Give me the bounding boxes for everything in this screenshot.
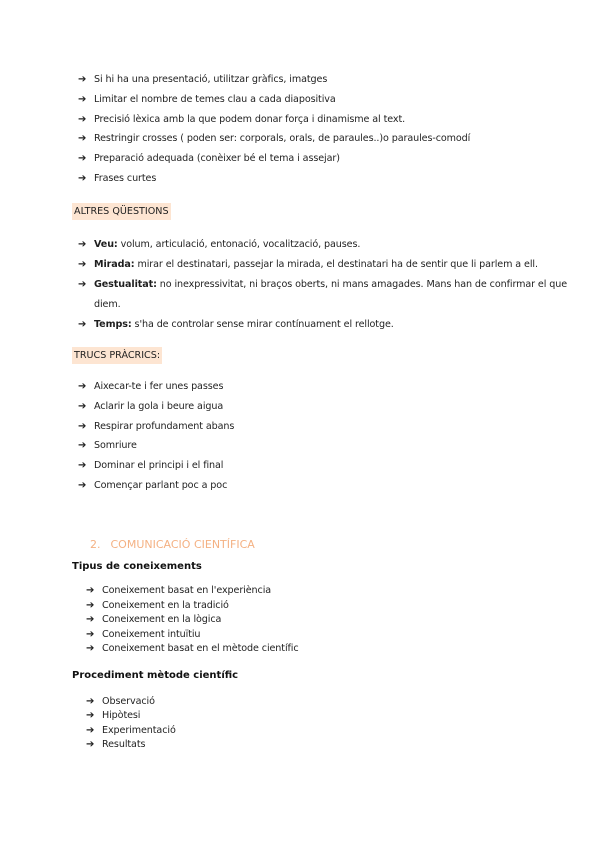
section-2-heading [90, 538, 255, 551]
arrow-icon: ➔ [78, 74, 87, 85]
list-item [86, 724, 576, 738]
section-number: 2. [90, 538, 101, 551]
item-text: volum, articulació, entonació, vocalització, pauses. [117, 239, 361, 250]
list-item [86, 695, 576, 709]
arrow-icon: ➔ [78, 172, 87, 184]
list-item [86, 599, 576, 614]
list-item [78, 419, 568, 439]
list-item-text: Coneixement basat en el mètode científic [102, 643, 299, 655]
tipus-bullet-list [86, 584, 576, 657]
item-text: s'ha de controlar sense mirar contínuament el rellotge. [131, 319, 394, 330]
list-item [86, 709, 576, 723]
list-item [78, 255, 568, 275]
item-label: Mirada: [94, 259, 135, 270]
list-item [78, 131, 568, 151]
list-item-text: Dominar el principi i el final [94, 460, 224, 472]
list-item-text: Coneixement en la tradició [102, 599, 229, 611]
arrow-icon: ➔ [86, 710, 95, 722]
section-title: COMUNICACIÓ CIENTÍFICA [110, 538, 255, 551]
list-item [78, 438, 568, 458]
arrow-icon: ➔ [78, 319, 87, 330]
list-item [78, 235, 568, 255]
arrow-icon: ➔ [78, 133, 87, 145]
arrow-icon: ➔ [86, 599, 95, 611]
item-text: no inexpressivitat, ni braços oberts, ni mans amagades. Mans han de confirmar el que diem. [94, 279, 568, 310]
arrow-icon: ➔ [78, 279, 87, 290]
list-item [78, 458, 568, 478]
list-item [78, 478, 568, 498]
list-item [86, 642, 576, 657]
list-item-text: Hipòtesi [102, 710, 141, 722]
altres-bullet-list [78, 235, 568, 335]
list-item-text: Observació [102, 696, 155, 707]
list-item [86, 738, 576, 752]
list-item-text: Coneixement basat en l'experiència [102, 585, 272, 596]
list-item-text: Coneixement intuïtiu [102, 628, 201, 640]
arrow-icon: ➔ [78, 440, 87, 452]
item-label: Temps: [94, 319, 132, 330]
item-label: Gestualitat: [94, 279, 157, 290]
altres-questions-heading: ALTRES QÜESTIONS [72, 203, 171, 220]
list-item [78, 315, 568, 335]
list-item [78, 72, 568, 92]
list-item-text: Aclarir la gola i beure aigua [94, 400, 224, 412]
arrow-icon: ➔ [78, 381, 87, 392]
item-text: mirar el destinatari, passejar la mirada, el destinatari ha de sentir que li parlem a ell. [134, 259, 538, 270]
list-item [86, 613, 576, 628]
list-item-text: Somriure [94, 440, 137, 452]
list-item-text: Respirar profundament abans [94, 420, 235, 432]
trucs-practics-heading: TRUCS PRÀCRICS: [72, 347, 162, 364]
list-item-text: Limitar el nombre de temes clau a cada diapositiva [94, 93, 336, 105]
list-item-text: Coneixement en la lògica [102, 614, 222, 626]
arrow-icon: ➔ [78, 239, 87, 250]
list-item [78, 112, 568, 132]
intro-bullet-list [78, 72, 568, 191]
list-item [78, 275, 568, 315]
list-item-text: Precisió lèxica amb la que podem donar força i dinamisme al text. [94, 113, 406, 125]
list-item [78, 379, 568, 399]
list-item-text: Frases curtes [94, 172, 157, 184]
list-item-text: Començar parlant poc a poc [94, 479, 228, 491]
arrow-icon: ➔ [78, 420, 87, 432]
trucs-bullet-list [78, 379, 568, 498]
arrow-icon: ➔ [86, 696, 95, 707]
arrow-icon: ➔ [86, 739, 95, 751]
list-item [78, 171, 568, 191]
arrow-icon: ➔ [86, 614, 95, 626]
list-item [78, 151, 568, 171]
list-item-text: Si hi ha una presentació, utilitzar gràfics, imatges [94, 74, 328, 85]
arrow-icon: ➔ [78, 259, 87, 270]
list-item-text: Restringir crosses ( poden ser: corporals, orals, de paraules..)o paraules-comodí [94, 133, 471, 145]
arrow-icon: ➔ [78, 460, 87, 472]
arrow-icon: ➔ [78, 479, 87, 491]
arrow-icon: ➔ [86, 643, 95, 655]
procediment-heading: Procediment mètode científic [72, 670, 239, 681]
list-item [86, 628, 576, 643]
arrow-icon: ➔ [86, 628, 95, 640]
arrow-icon: ➔ [78, 400, 87, 412]
list-item-text: Aixecar-te i fer unes passes [94, 381, 224, 392]
list-item [78, 399, 568, 419]
list-item-text: Resultats [102, 739, 146, 751]
arrow-icon: ➔ [78, 93, 87, 105]
list-item [86, 584, 576, 599]
procediment-bullet-list [86, 695, 576, 753]
arrow-icon: ➔ [78, 153, 87, 165]
list-item [78, 92, 568, 112]
tipus-coneixements-heading: Tipus de coneixements [72, 561, 202, 572]
arrow-icon: ➔ [86, 585, 95, 596]
arrow-icon: ➔ [86, 724, 95, 736]
arrow-icon: ➔ [78, 113, 87, 125]
item-label: Veu: [94, 239, 118, 250]
list-item-text: Preparació adequada (conèixer bé el tema i assejar) [94, 153, 340, 165]
list-item-text: Experimentació [102, 724, 176, 736]
